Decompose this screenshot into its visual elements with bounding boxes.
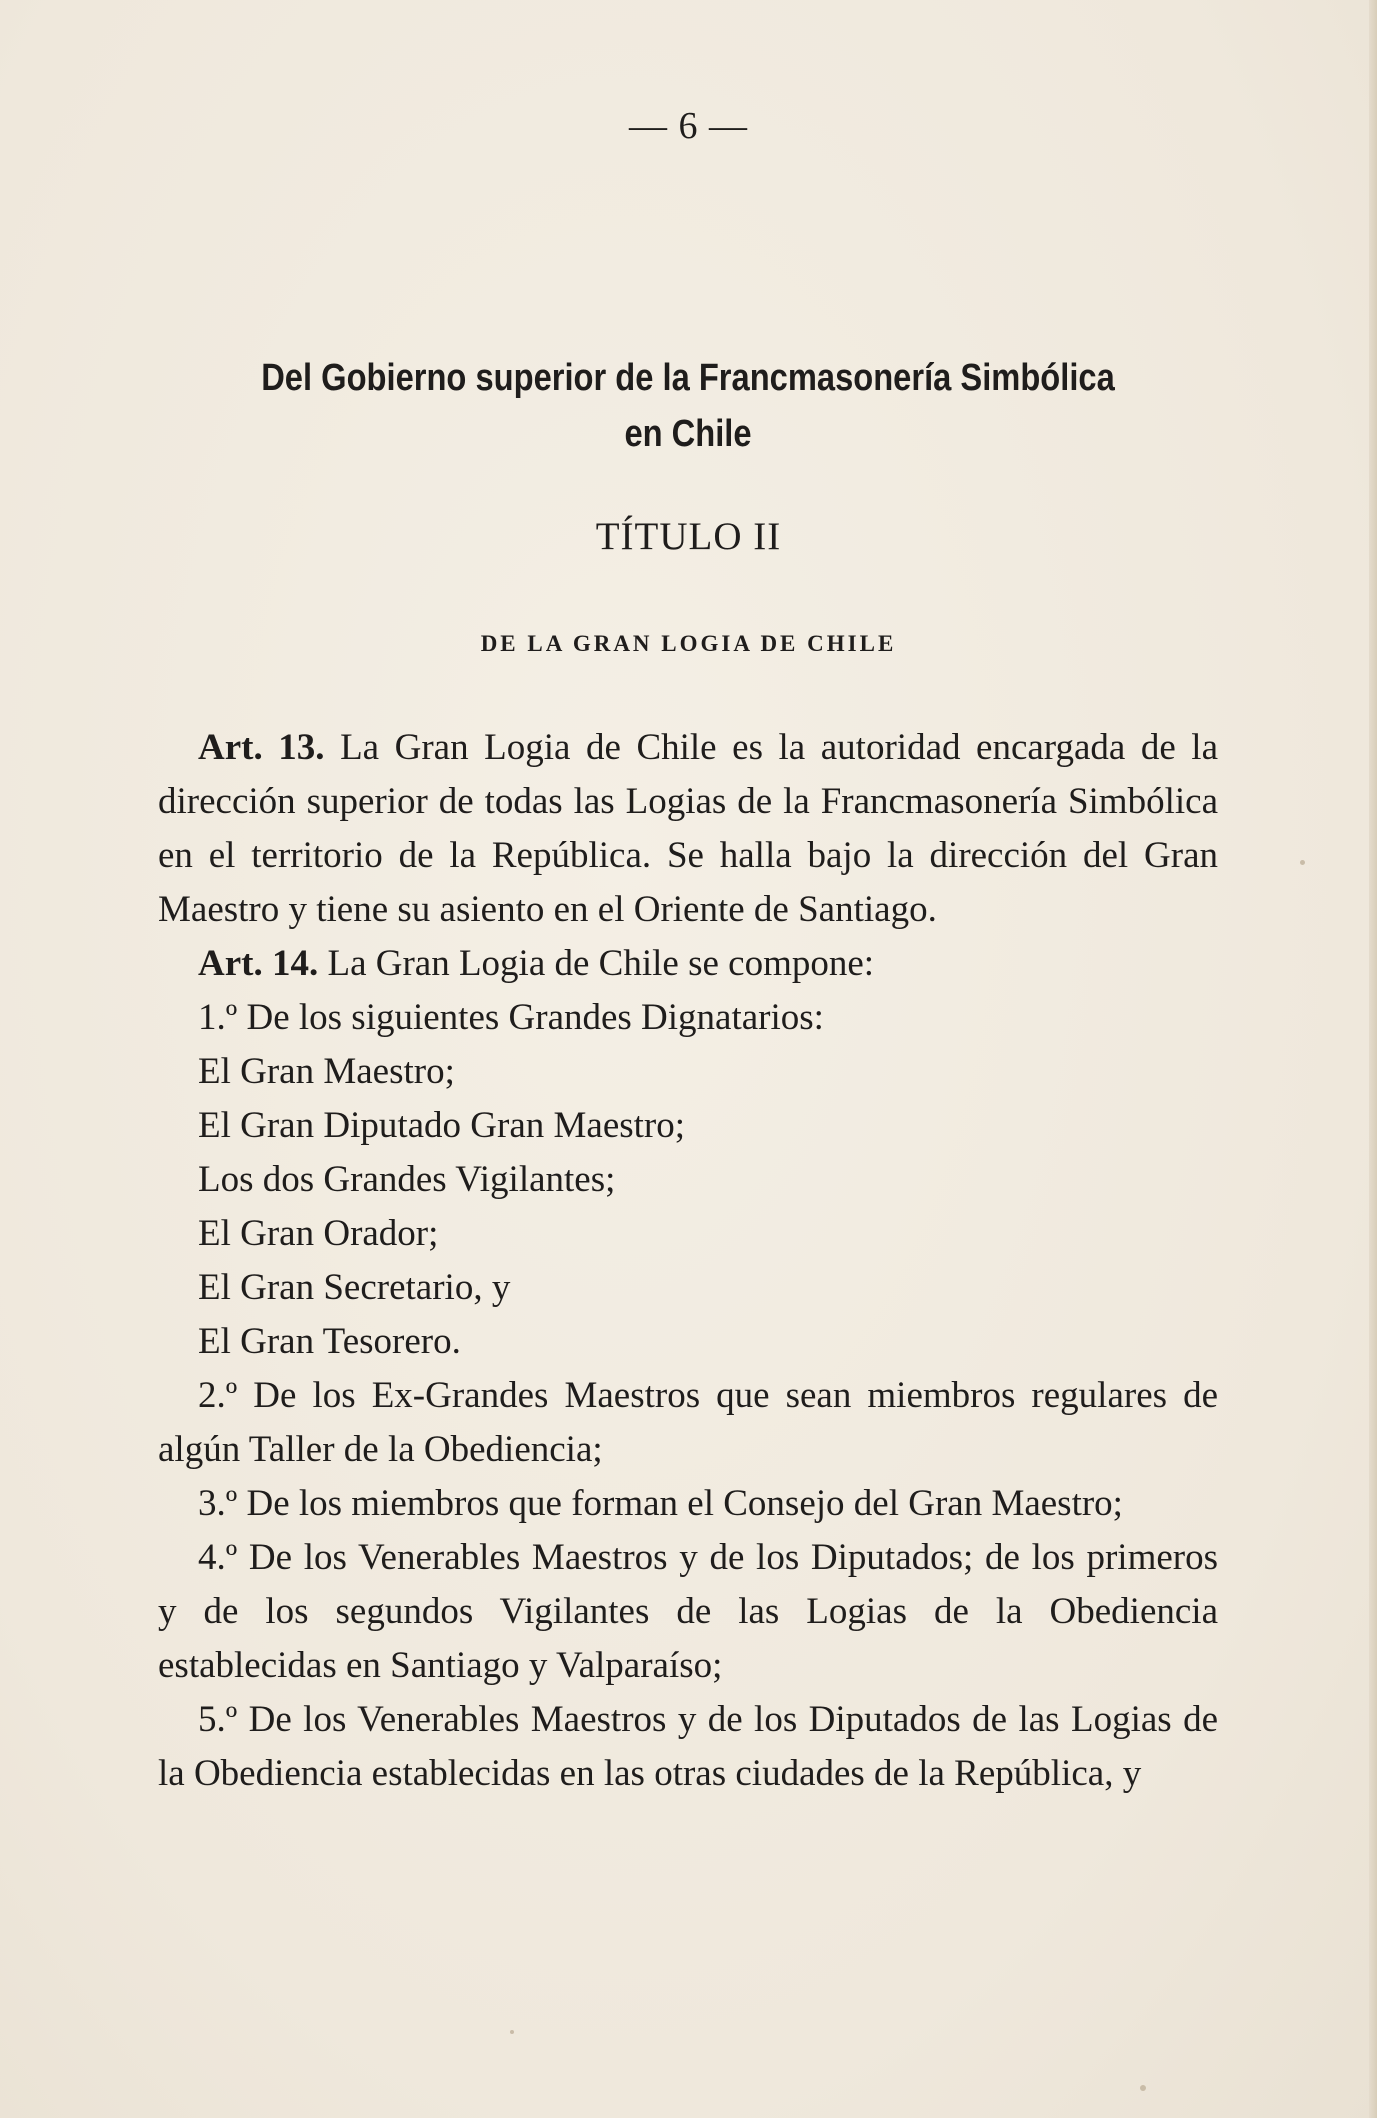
page-edge bbox=[1369, 0, 1377, 2118]
paper-speck bbox=[510, 2030, 514, 2034]
dignitary-deputy-grand-master: El Gran Diputado Gran Maestro; bbox=[198, 1105, 686, 1146]
article-14-text: La Gran Logia de Chile se compone: bbox=[327, 943, 875, 984]
list-item-5: 5.º De los Venerables Maestros y de los Diputados de las Logias de la Obediencia establecidas en las otras ciudades de la República, y bbox=[158, 1699, 1218, 1794]
chapter-heading-line-1: Del Gobierno superior de la Francmasonería Simbólica bbox=[261, 357, 1115, 399]
article-13-label: Art. 13. bbox=[198, 727, 325, 768]
article-14-label: Art. 14. bbox=[198, 943, 319, 984]
article-13 bbox=[158, 721, 1218, 937]
article-body bbox=[158, 721, 1218, 1801]
paper-speck bbox=[1300, 860, 1305, 865]
list-item-4: 4.º De los Venerables Maestros y de los Diputados; de los primeros y de los segundos Vigilantes de las Logias de la Obediencia establecidas en Santiago y Valparaíso; bbox=[158, 1537, 1218, 1686]
dignitary-grand-master: El Gran Maestro; bbox=[198, 1051, 455, 1092]
list-item-3: 3.º De los miembros que forman el Consejo del Gran Maestro; bbox=[198, 1483, 1123, 1524]
title-number: TÍTULO II bbox=[595, 515, 782, 558]
article-13-text: La Gran Logia de Chile es la autoridad encargada de la dirección superior de todas las Logias de la Francmasonería Simbólica en el territorio de la República. Se halla bajo la dirección del Gran Maestro y tiene su asiento en el Oriente de Santiago. bbox=[158, 727, 1219, 930]
article-14 bbox=[158, 937, 1218, 991]
dignitary-treasurer: El Gran Tesorero. bbox=[198, 1321, 461, 1362]
list-item-2: 2.º De los Ex-Grandes Maestros que sean miembros regulares de algún Taller de la Obediencia; bbox=[158, 1375, 1218, 1470]
page-number: — 6 — bbox=[629, 105, 748, 147]
chapter-heading bbox=[232, 350, 1144, 462]
dignitary-wardens: Los dos Grandes Vigilantes; bbox=[198, 1159, 616, 1200]
dignitary-orator: El Gran Orador; bbox=[198, 1213, 439, 1254]
dignitary-secretary: El Gran Secretario, y bbox=[198, 1267, 511, 1308]
paper-speck bbox=[1140, 2085, 1146, 2091]
chapter-heading-line-2: en Chile bbox=[624, 413, 752, 455]
list-item-1: 1.º De los siguientes Grandes Dignatarios: bbox=[198, 997, 824, 1038]
section-title: DE LA GRAN LOGIA DE CHILE bbox=[480, 631, 897, 656]
